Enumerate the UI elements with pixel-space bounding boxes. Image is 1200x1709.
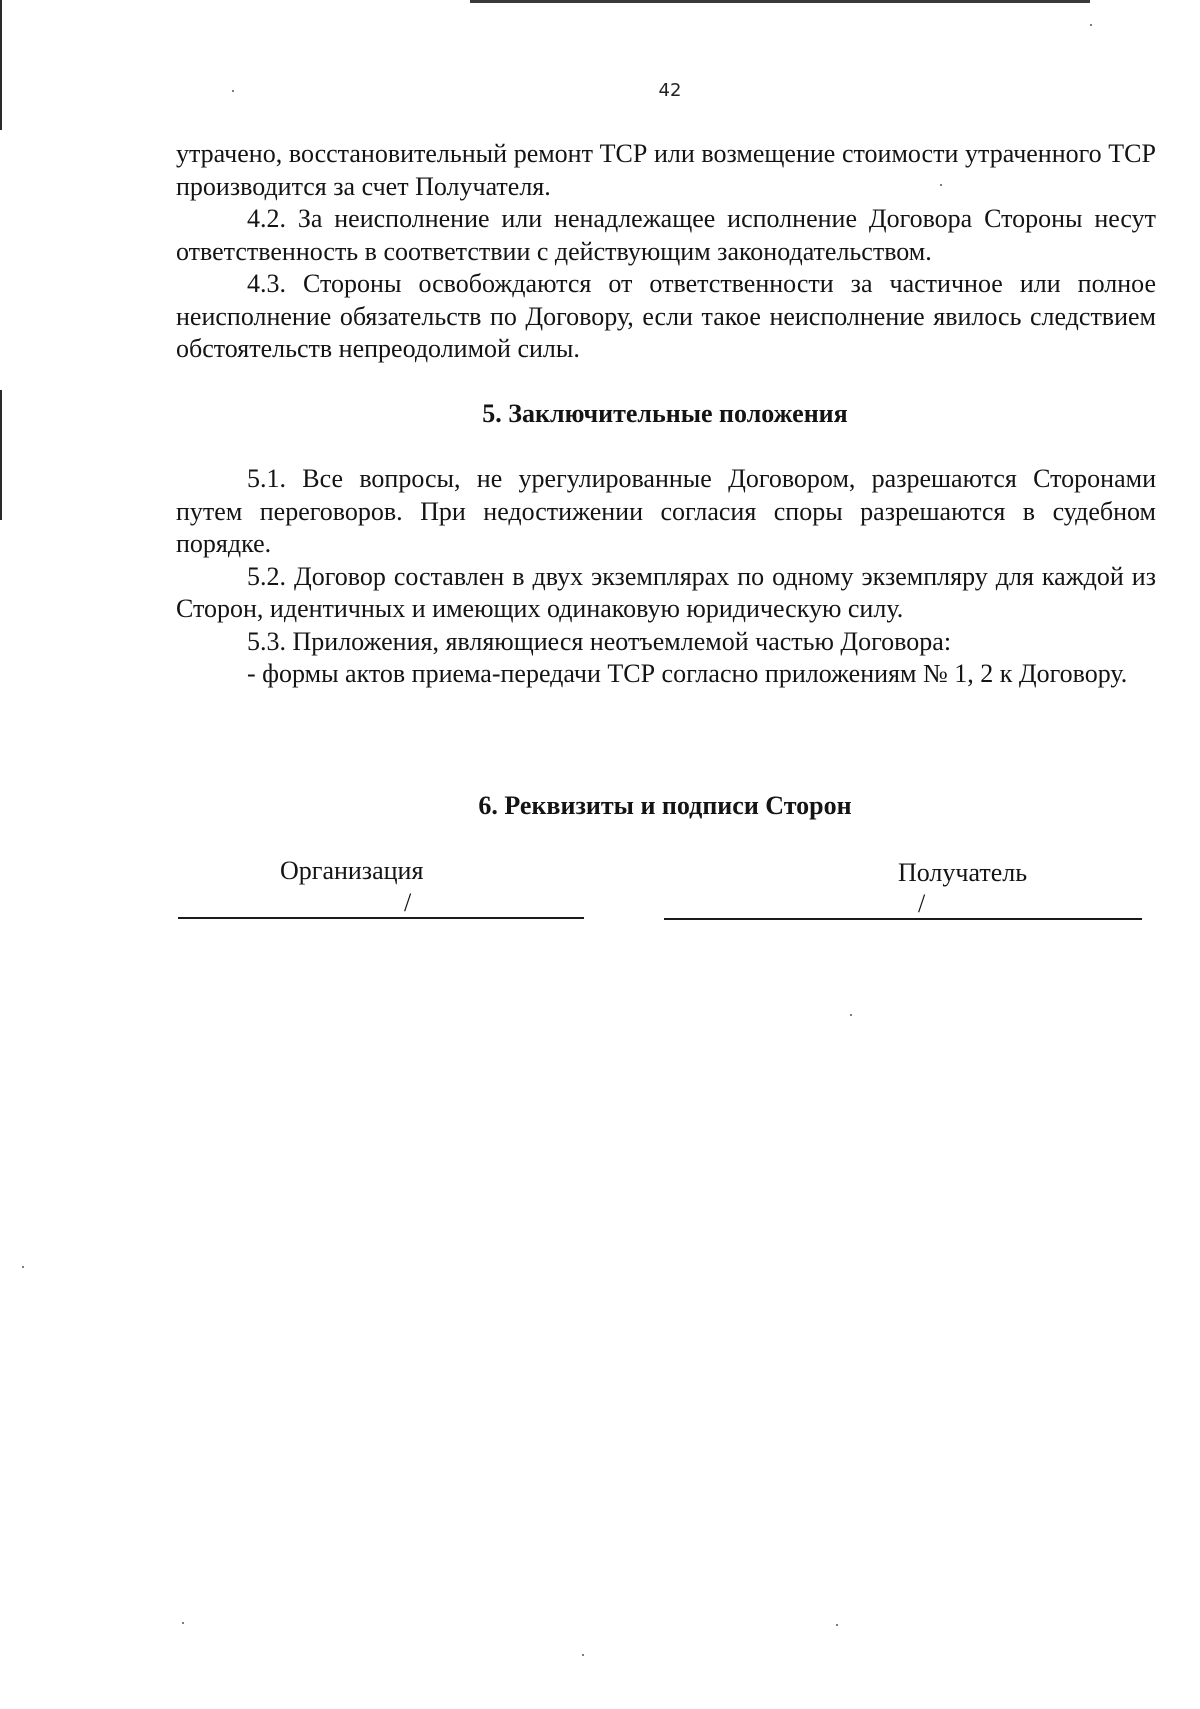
paragraph-5-3: 5.3. Приложения, являющиеся неотъемлемой частью Договора: (247, 626, 952, 656)
paragraph-4-2: 4.2. За неисполнение или ненадлежащее исполнение Договора Стороны несут ответственность в соответствии с действующим законодательством. (176, 204, 1156, 266)
signature-line-recipient (664, 918, 1142, 920)
section-5-heading: 5. Заключительные положения (482, 399, 848, 428)
scan-speck (182, 1622, 184, 1624)
section-4-body (176, 138, 1156, 366)
scan-speck (22, 1266, 24, 1268)
party-recipient-label: Получатель (898, 858, 1028, 887)
scan-edge-left (0, 0, 2, 130)
paragraph-5-3-item: - формы актов приема-передачи ТСР согласно приложениям № 1, 2 к Договору. (247, 659, 1128, 688)
section-6-heading: 6. Реквизиты и подписи Сторон (478, 791, 852, 820)
paragraph-5-1: 5.1. Все вопросы, не урегулированные Договором, разрешаются Сторонами путем переговоров. При недостижении согласия споры разрешаются в судебном порядке. (176, 464, 1156, 558)
scan-speck (850, 1014, 852, 1016)
page-number: 42 (658, 80, 682, 101)
signature-separator: / (918, 889, 926, 918)
signature-separator: / (404, 888, 412, 917)
paragraph-4-3: 4.3. Стороны освобождаются от ответственности за частичное или полное неисполнение обязательств по Договору, если такое неисполнение явилось следствием обстоятельств непреодолимой силы. (176, 269, 1156, 363)
scan-edge-top (470, 0, 1090, 3)
paragraph-5-2: 5.2. Договор составлен в двух экземплярах по одному экземпляру для каждой из Сторон, идентичных и имеющих одинаковую юридическую силу. (176, 561, 1156, 623)
signature-line-organization (178, 917, 584, 919)
paragraph-4-1-continuation: утрачено, восстановительный ремонт ТСР или возмещение стоимости утраченного ТСР производится за счет Получателя. (176, 139, 1156, 201)
scan-speck (582, 1654, 584, 1656)
section-5-body (176, 463, 1156, 691)
scan-speck (1090, 24, 1092, 26)
scan-speck (836, 1624, 838, 1626)
party-organization-label: Организация (280, 856, 424, 885)
